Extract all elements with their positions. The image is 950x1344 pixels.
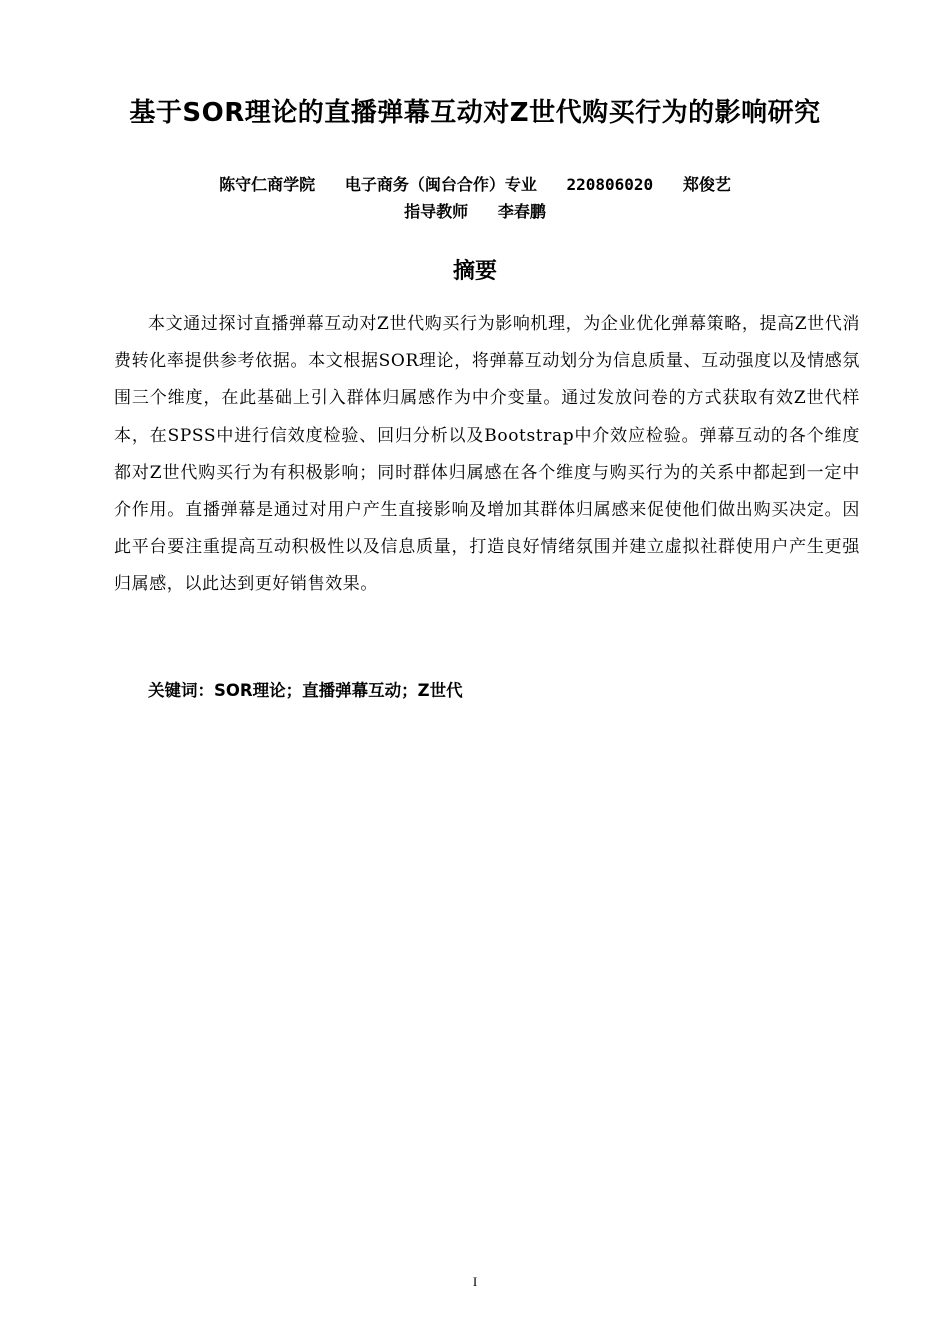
author-student-id: 220806020 — [566, 175, 654, 194]
advisor-name: 李春鹏 — [497, 202, 546, 221]
abstract-paragraph: 本文通过探讨直播弹幕互动对Z世代购买行为影响机理，为企业优化弹幕策略，提高Z世代消费转化率提供参考依据。本文根据SOR理论，将弹幕互动划分为信息质量、互动强度以及情感氛围三个维度，在此基础上引入群体归属感作为中介变量。通过发放问卷的方式获取有效Z世代样本，在SPSS中进行信效度检验、回归分析以及Bootstrap中介效应检验。弹幕互动的各个维度都对Z世代购买行为有积极影响；同时群体归属感在各个维度与购买行为的关系中都起到一定中介作用。直播弹幕是通过对用户产生直接影响及增加其群体归属感来促使他们做出购买决定。因此平台要注重提高互动积极性以及信息质量，打造良好情绪氛围并建立虚拟社群使用户产生更强归属感，以此达到更好销售效果。 — [114, 314, 860, 595]
keywords-line: 关键词：SOR理论；直播弹幕互动；Z世代 — [148, 681, 463, 700]
author-major: 电子商务（闽台合作）专业 — [344, 175, 537, 194]
author-school: 陈守仁商学院 — [219, 175, 316, 194]
paper-title: 基于SOR理论的直播弹幕互动对Z世代购买行为的影响研究 — [129, 98, 821, 128]
advisor-info — [40, 199, 910, 225]
author-info — [40, 172, 910, 198]
advisor-label: 指导教师 — [404, 202, 469, 221]
author-name: 郑俊艺 — [682, 175, 731, 194]
abstract-heading: 摘要 — [452, 259, 497, 284]
page-number: I — [472, 1274, 478, 1289]
